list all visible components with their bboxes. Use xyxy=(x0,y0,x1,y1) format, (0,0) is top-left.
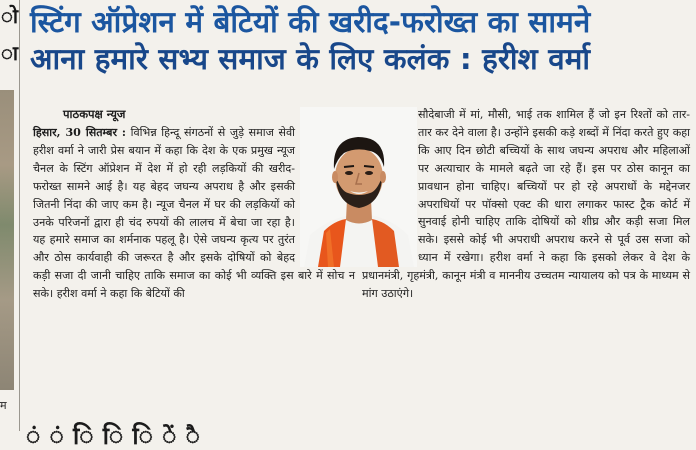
next-headline-text: ं ं ि ि ि ें ै xyxy=(26,422,203,450)
article-column-2 xyxy=(362,106,690,303)
dateline: हिसार, 30 सितम्बर : xyxy=(33,126,127,139)
article-body-col1: विभिन्न हिन्दू संगठनों से जुड़े समाज सेवी हरीश वर्मा ने जारी प्रेस बयान में कहा कि देश के एक प्रमुख न्यूज चैनल के स्टिंग ऑप्रेशन में देश में हो रही लड़कियों की खरीद-फरोख्त सामने आई है। यह बेहद जघन्य अपराध है और इसकी जितनी निंदा की जाए कम है। न्यूज चैनल में घर की लड़कियों को उनके परिजनों द्वारा ही चंद रुपयों की लालच में बेचा जा रहा है। यह हमारे समाज का शर्मनाक पहलू है। ऐसे जघन्य कृत्य पर तुरंत और ठोस कार्यवाही की जरूरत है और इसके दोषियों को बेहद कड़ी सजा दी जानी चाहिए ताकि समाज का कोई भी व्यक्ति इस बारे में सोच न सके। हरीश वर्मा ने कहा कि बेटियों की xyxy=(33,126,355,301)
fragment-char-3: म xyxy=(0,399,7,412)
headline xyxy=(30,4,694,78)
fragment-char-2: ा xyxy=(1,41,19,65)
byline: पाठकपक्ष न्यूज xyxy=(63,107,126,121)
adjacent-photo xyxy=(0,90,14,390)
headline-line-2: आना हमारे सभ्य समाज के लिए कलंक : हरीश वर्मा xyxy=(30,42,591,76)
column-divider xyxy=(19,0,20,431)
headline-line-1: स्टिंग ऑप्रेशन में बेटियों की खरीद-फरोख्त का सामने xyxy=(30,5,591,39)
article-body-col2-part1: सौदेबाजी में मां, मौसी, भाई तक शामिल हैं जो इन रिश्तों को तार-तार कर देने वाला है। उन्होंने इसकी कड़े शब्दों में निंदा करते हुए कहा कि आए दिन छोटी बच्चियों के साथ जघन्य अपराध और महिलाओं पर अत्याचार के मामले बढ़ते जा रहे हैं। इस पर ठोस कानून का प्रावधान होना चाहिए। बच्चियों पर हो रहे अपराधों के मद्देनजर अपराधियों पर पॉक्सो एक्ट की धारा लगाकर फास्ट ट्रैक कोर्ट में सुनवाई होनी चाहिए ताकि दोषियों को शीघ्र और कड़ी सजा मिल सके। इससे कोई भी अपराधी अपराध करने से पूर्व उस सजा को ध्यान में रखेगा। हरीश वर्मा ने कहा कि इसको लेकर वे देश के प्रधानमंत्री, गृहमंत्री, कानून मंत्री व माननीय उच्चतम न्यायालय को पत्र के माध्यम से मांग उठाएंगे। xyxy=(362,108,690,301)
photo-wrap-spacer xyxy=(360,106,418,266)
adjacent-article-fragment xyxy=(0,0,19,431)
fragment-char-1: ो xyxy=(1,4,19,28)
next-headline-fragment xyxy=(26,416,686,450)
